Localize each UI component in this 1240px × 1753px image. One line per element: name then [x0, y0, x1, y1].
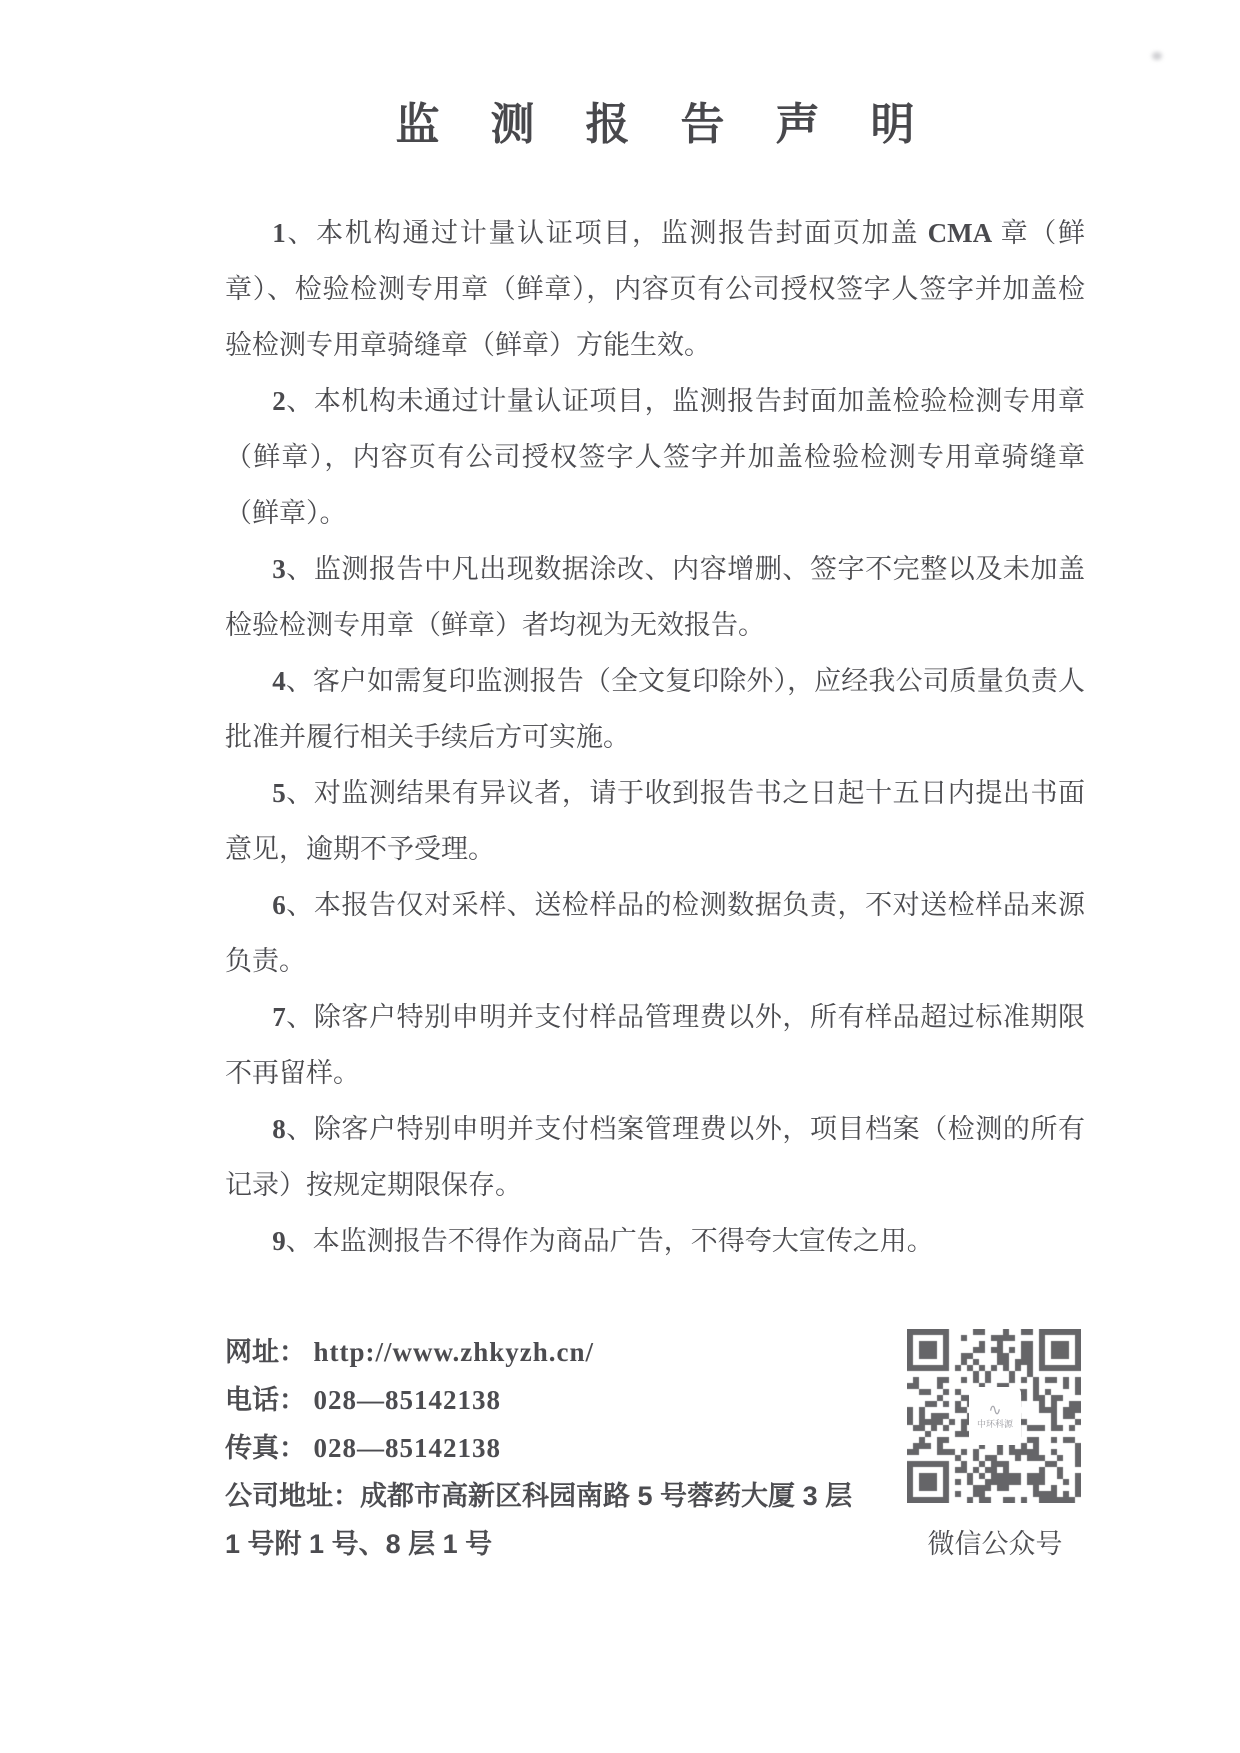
fax-label: 传真： [225, 1433, 306, 1463]
statement-body [225, 205, 1085, 1269]
website-label: 网址： [225, 1337, 306, 1367]
phone-label: 电话： [225, 1385, 306, 1415]
fax-line [225, 1424, 873, 1472]
statement-paragraph-4: 4、客户如需复印监测报告（全文复印除外），应经我公司质量负责人批准并履行相关手续后方可实施。 [225, 666, 1085, 752]
statement-paragraph-1: 1、本机构通过计量认证项目，监测报告封面页加盖 CMA 章（鲜章）、检验检测专用章（鲜章），内容页有公司授权签字人签字并加盖检验检测专用章骑缝章（鲜章）方能生效。 [225, 218, 1086, 360]
website-line [225, 1328, 873, 1376]
statement-paragraph-6: 6、本报告仅对采样、送检样品的检测数据负责，不对送检样品来源负责。 [225, 890, 1085, 976]
statement-paragraph-7: 7、除客户特别申明并支付样品管理费以外，所有样品超过标准期限不再留样。 [225, 1002, 1085, 1088]
website-url: http://www.zhkyzh.cn/ [313, 1337, 595, 1367]
statement-paragraph-5: 5、对监测结果有异议者，请于收到报告书之日起十五日内提出书面意见，逾期不予受理。 [225, 778, 1085, 864]
qr-center-logo [969, 1387, 1021, 1445]
scan-artifact [1152, 52, 1162, 60]
qr-logo-text: 中环科源 [976, 1419, 1013, 1429]
statement-paragraph-9: 9、本监测报告不得作为商品广告，不得夸大宣传之用。 [272, 1226, 934, 1256]
statement-paragraph-8: 8、除客户特别申明并支付档案管理费以外，项目档案（检测的所有记录）按规定期限保存。 [225, 1114, 1085, 1200]
contact-block [225, 1328, 873, 1568]
fax-number: 028—85142138 [313, 1433, 502, 1463]
phone-number: 028—85142138 [313, 1385, 502, 1415]
page-title: 监 测 报 告 声 明 [395, 100, 935, 149]
phone-line [225, 1376, 873, 1424]
statement-paragraph-3: 3、监测报告中凡出现数据涂改、内容增删、签字不完整以及未加盖检验检测专用章（鲜章）者均视为无效报告。 [225, 554, 1085, 640]
qr-logo-swirl-icon: ∿ [988, 1402, 1002, 1419]
wechat-qr-code [907, 1327, 1083, 1505]
statement-paragraph-2: 2、本机构未通过计量认证项目，监测报告封面加盖检验检测专用章（鲜章），内容页有公司授权签字人签字并加盖检验检测专用章骑缝章（鲜章）。 [225, 386, 1085, 528]
qr-caption: 微信公众号 [927, 1529, 1063, 1559]
address-line: 公司地址：成都市高新区科园南路 5 号蓉药大厦 3 层 1 号附 1 号、8 层 1 号 [225, 1481, 853, 1559]
